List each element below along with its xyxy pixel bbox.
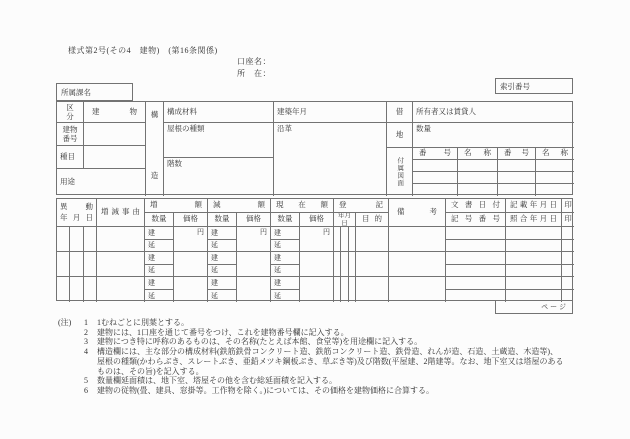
decrease-qty-ext-cell: 延 xyxy=(208,240,237,253)
note-line xyxy=(58,318,620,328)
qty-subheader: 数量 xyxy=(208,213,237,227)
land-char-cell: 地 xyxy=(387,123,413,148)
note-marker xyxy=(58,347,84,357)
current-qty-ext-cell: 延 xyxy=(271,240,300,253)
location-label: 所 在： xyxy=(237,69,271,78)
reg-purpose-cell xyxy=(356,252,389,277)
entry-date-cell xyxy=(506,252,562,265)
remarks-cell xyxy=(389,252,446,277)
note-number: 1 xyxy=(84,318,88,327)
change-year-cell xyxy=(57,227,70,252)
department-box xyxy=(56,83,133,101)
drawing-cell xyxy=(413,184,458,196)
seal-subheader: 印 xyxy=(562,213,574,227)
note-number: 2 xyxy=(84,327,88,337)
floors-cell: 階数 xyxy=(164,158,274,196)
index-number-box xyxy=(495,78,573,94)
increase-qty-ext-cell: 延 xyxy=(145,240,174,253)
materials-cell: 構成材料 xyxy=(164,102,274,123)
reg-purpose-subheader: 目的 xyxy=(356,213,389,227)
yen-unit: 円 xyxy=(323,228,330,236)
remarks-cell xyxy=(389,277,446,302)
ledger-table xyxy=(56,198,573,301)
building-table xyxy=(56,101,573,195)
reg-month-cell xyxy=(341,227,349,252)
note-marker xyxy=(58,367,84,377)
category-value-cell: 建物 xyxy=(84,102,146,123)
reg-year-cell xyxy=(334,227,341,252)
reg-month-cell xyxy=(341,277,349,302)
note-line xyxy=(58,367,620,377)
current-qty-bldg-cell: 建 xyxy=(271,252,300,265)
reason-cell xyxy=(97,227,145,252)
decrease-qty-ext-cell: 延 xyxy=(208,290,237,303)
change-month-cell xyxy=(70,227,84,252)
roof-type-cell: 屋根の種類 xyxy=(164,123,274,158)
registration-header: 登記 xyxy=(334,199,389,213)
note-line xyxy=(58,337,620,347)
reg-year-cell xyxy=(334,277,341,302)
change-year-cell xyxy=(57,252,70,277)
increase-header: 増額 xyxy=(145,199,208,213)
increase-qty-bldg-cell: 建 xyxy=(145,252,174,265)
attached-drawings-label-cell: 付属図面 xyxy=(387,148,413,196)
reason-cell xyxy=(97,252,145,277)
collate-date-cell xyxy=(506,240,562,253)
reason-header: 増減事由 xyxy=(97,199,145,227)
seal-cell xyxy=(562,277,574,290)
change-month-cell xyxy=(70,252,84,277)
reg-purpose-cell xyxy=(356,277,389,302)
ref-number-cell xyxy=(446,240,506,253)
decrease-qty-ext-cell: 延 xyxy=(208,265,237,278)
drawing-cell xyxy=(458,172,498,184)
entry-date-header: 記載年月日 xyxy=(506,199,562,213)
drawing-cell xyxy=(536,172,574,184)
current-amount-header: 現在額 xyxy=(271,199,334,213)
decrease-header: 減額 xyxy=(208,199,271,213)
drawing-cell xyxy=(413,172,458,184)
decrease-price-cell xyxy=(237,277,271,302)
building-number-value-cell xyxy=(84,123,146,146)
increase-price-cell xyxy=(174,227,208,252)
borrow-char-cell: 借 xyxy=(387,102,413,123)
note-text: 建物には、1口座を通じて番号をつけ、これを建物番号欄に記入する。 xyxy=(97,327,349,337)
note-text: 建物の従物(畳、建具、窓掛等。工作物を除く。)については、その価格を建物価格に合算する。 xyxy=(97,385,435,395)
yen-unit: 円 xyxy=(260,228,267,236)
reg-date-subheader: 年月日 xyxy=(334,213,356,227)
structure-column-cell xyxy=(146,102,164,196)
note-marker xyxy=(58,376,84,386)
note-line xyxy=(58,357,620,367)
decrease-qty-bldg-cell: 建 xyxy=(208,252,237,265)
increase-price-cell xyxy=(174,252,208,277)
doc-date-cell xyxy=(446,277,506,290)
account-name-label: 口座名： xyxy=(237,57,271,66)
form-notes xyxy=(58,318,620,396)
price-subheader: 価格 xyxy=(174,213,208,227)
increase-qty-ext-cell: 延 xyxy=(145,290,174,303)
current-qty-bldg-cell: 建 xyxy=(271,277,300,290)
note-line xyxy=(58,376,620,386)
built-date-cell: 建築年月 xyxy=(274,102,387,123)
note-number: 4 xyxy=(84,347,88,357)
note-number: 5 xyxy=(84,376,88,386)
current-qty-bldg-cell: 建 xyxy=(271,227,300,240)
seal-cell xyxy=(562,265,574,278)
category-label-cell: 区分 xyxy=(57,102,84,123)
seal-cell xyxy=(562,240,574,253)
item-label-cell: 種目 xyxy=(57,146,84,169)
current-price-cell xyxy=(300,252,334,277)
qty-subheader: 数量 xyxy=(271,213,300,227)
current-qty-ext-cell: 延 xyxy=(271,290,300,303)
structure-char-top: 構 xyxy=(150,110,159,119)
collate-date-subheader: 照合年月日 xyxy=(506,213,562,227)
item-value-cell xyxy=(84,146,146,169)
note-number xyxy=(84,367,97,377)
seal-header: 印 xyxy=(562,199,574,213)
drawing-name-header: 名称 xyxy=(536,148,574,160)
note-text: 構造欄には、主な部分の構成材料(鉄筋鉄骨コンクリート造、鉄筋コンクリート造、鉄骨造、れんが造、石造、土蔵造、木造等)、 xyxy=(97,347,559,357)
quantity-cell: 数量 xyxy=(413,123,574,148)
doc-date-cell xyxy=(446,252,506,265)
increase-qty-ext-cell: 延 xyxy=(145,265,174,278)
increase-qty-bldg-cell: 建 xyxy=(145,277,174,290)
seal-cell xyxy=(562,252,574,265)
change-day-cell xyxy=(84,277,97,302)
note-text: ものは、その旨)を記入する。 xyxy=(97,366,204,376)
ledger-row-pair xyxy=(57,252,574,277)
drawing-cell xyxy=(498,160,536,172)
drawing-number-header: 番号 xyxy=(498,148,536,160)
drawing-cell xyxy=(536,160,574,172)
note-line xyxy=(58,347,620,357)
entry-date-cell xyxy=(506,277,562,290)
note-text: 数量欄延面積は、地下室、塔屋その他を含む総延面積を記入する。 xyxy=(97,376,337,386)
note-marker xyxy=(58,386,84,396)
change-day-cell xyxy=(84,227,97,252)
change-day-cell xyxy=(84,252,97,277)
note-marker: (注) xyxy=(58,318,72,327)
reg-purpose-cell xyxy=(356,227,389,252)
reg-day-cell xyxy=(349,227,356,252)
usage-cell: 用途 xyxy=(57,169,146,196)
decrease-price-cell xyxy=(237,252,271,277)
remarks-header: 備考 xyxy=(389,199,446,227)
note-marker xyxy=(58,337,84,347)
increase-qty-bldg-cell: 建 xyxy=(145,227,174,240)
yen-unit: 円 xyxy=(197,228,204,236)
owner-cell: 所有者又は賃貸人 xyxy=(413,102,574,123)
entry-date-cell xyxy=(506,227,562,240)
change-month-cell xyxy=(70,277,84,302)
decrease-qty-bldg-cell: 建 xyxy=(208,277,237,290)
note-text: 1むねごとに別葉とする。 xyxy=(97,318,189,327)
drawing-cell xyxy=(498,184,536,196)
drawing-cell xyxy=(413,160,458,172)
form-title: 様式第2号(その4 建物) (第16条関係) xyxy=(68,46,218,55)
drawing-cell xyxy=(536,184,574,196)
page-label: ページ xyxy=(541,303,568,311)
ledger-row-pair xyxy=(57,227,574,252)
index-number-label: 索引番号 xyxy=(500,81,530,91)
drawing-number-header: 番号 xyxy=(413,148,458,160)
drawing-cell xyxy=(458,160,498,172)
remarks-cell xyxy=(389,227,446,252)
department-label: 所属課名 xyxy=(61,87,91,97)
ref-number-cell xyxy=(446,265,506,278)
drawing-cell xyxy=(458,184,498,196)
price-subheader: 価格 xyxy=(237,213,271,227)
ledger-row-pair xyxy=(57,277,574,302)
decrease-qty-bldg-cell: 建 xyxy=(208,227,237,240)
note-text: 建物につき特に呼称のあるものは、その名称(たとえば本館、食堂等)を用途欄に記入する。 xyxy=(97,337,423,347)
reg-day-cell xyxy=(349,277,356,302)
decrease-price-cell xyxy=(237,227,271,252)
note-number: 3 xyxy=(84,337,88,347)
note-text: 屋根の種類(かわらぶき、スレートぶき、亜鉛メツキ鋼板ぶき、草ぶき等)及び階数(平屋建、2階建等。なお、地下室又は塔屋のある xyxy=(97,356,564,366)
structure-char-bottom: 造 xyxy=(150,171,159,181)
doc-date-cell xyxy=(446,227,506,240)
reg-year-cell xyxy=(334,252,341,277)
drawing-cell xyxy=(498,172,536,184)
note-marker xyxy=(58,357,84,367)
collate-date-cell xyxy=(506,265,562,278)
current-price-cell xyxy=(300,227,334,252)
increase-price-cell xyxy=(174,277,208,302)
change-year-cell xyxy=(57,277,70,302)
note-marker xyxy=(58,328,84,338)
reg-month-cell xyxy=(341,252,349,277)
note-number: 6 xyxy=(84,385,88,395)
history-cell: 沿革 xyxy=(274,123,387,196)
page-number-box xyxy=(495,300,573,314)
change-date-header: 異動 年月日 xyxy=(57,199,97,227)
doc-date-header: 文書日付 xyxy=(446,199,506,213)
ref-number-subheader: 記号番号 xyxy=(446,213,506,227)
note-line xyxy=(58,386,620,396)
note-line xyxy=(58,328,620,338)
current-qty-ext-cell: 延 xyxy=(271,265,300,278)
price-subheader: 価格 xyxy=(300,213,334,227)
building-number-label-cell: 建物番号 xyxy=(57,123,84,146)
note-number xyxy=(84,357,97,367)
drawing-name-header: 名称 xyxy=(458,148,498,160)
qty-subheader: 数量 xyxy=(145,213,174,227)
reg-day-cell xyxy=(349,252,356,277)
current-price-cell xyxy=(300,277,334,302)
reason-cell xyxy=(97,277,145,302)
seal-cell xyxy=(562,227,574,240)
